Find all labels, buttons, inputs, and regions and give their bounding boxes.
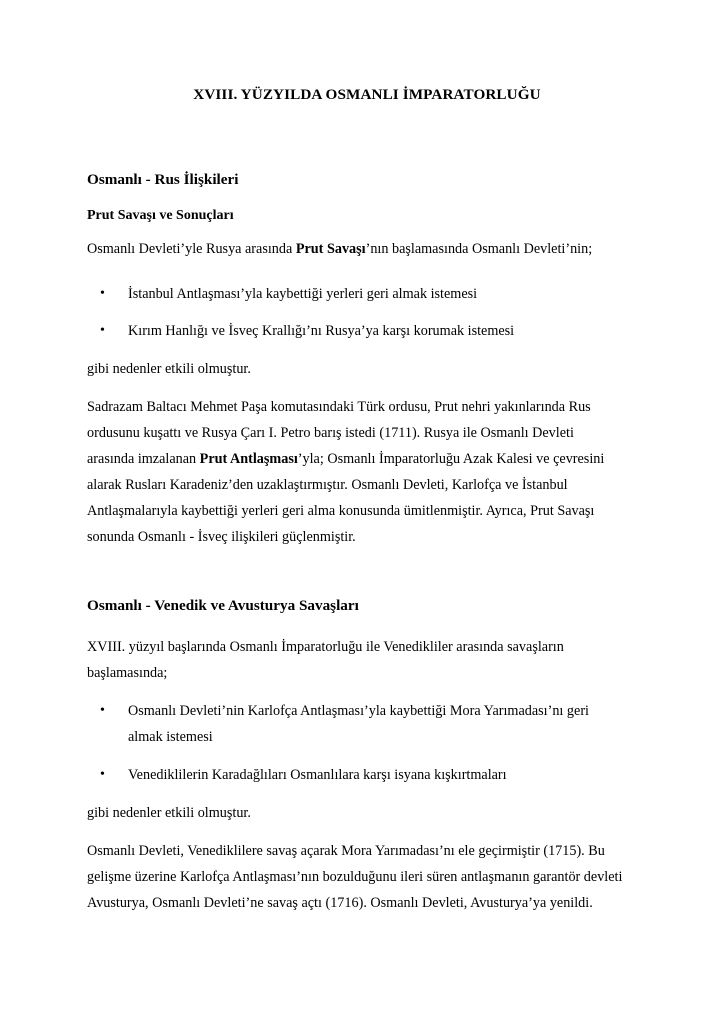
- section-heading-rus: Osmanlı - Rus İlişkileri: [87, 171, 239, 188]
- paragraph-line: XVIII. yüzyıl başlarında Osmanlı İmparatorluğu ile Venedikliler arasında savaşların: [87, 639, 564, 655]
- bullet-icon: •: [100, 286, 105, 301]
- body-paragraph-prut: [87, 394, 647, 550]
- paragraph-line: ordusunu kuşattı ve Rusya Çarı I. Petro barış istedi (1711). Rusya ile Osmanlı Devleti: [87, 425, 574, 441]
- bullet-icon: •: [100, 767, 105, 782]
- paragraph-line: Avusturya, Osmanlı Devleti’ne savaş açtı (1716). Osmanlı Devleti, Avusturya’ya yenildi.: [87, 895, 593, 911]
- paragraph-line: [87, 446, 647, 472]
- bullet-text: İstanbul Antlaşması’yla kaybettiği yerleri geri almak istemesi: [128, 286, 478, 302]
- subheading-prut: Prut Savaşı ve Sonuçları: [87, 208, 234, 223]
- bullet-icon: •: [100, 703, 105, 718]
- intro-text-bold: Prut Savaşı: [295, 241, 366, 257]
- bullet-text: Venediklilerin Karadağlıları Osmanlılara karşı isyana kışkırtmaları: [128, 767, 507, 783]
- bullet-line: almak istemesi: [128, 729, 213, 745]
- paragraph-bold-text: Prut Antlaşması: [199, 451, 298, 467]
- paragraph-line: Sadrazam Baltacı Mehmet Paşa komutasındaki Türk ordusu, Prut nehri yakınlarında Rus: [87, 399, 591, 415]
- bullet-line: Osmanlı Devleti’nin Karlofça Antlaşması’yla kaybettiği Mora Yarımadası’nı geri: [128, 703, 589, 719]
- section-heading-venedik: Osmanlı - Venedik ve Avusturya Savaşları: [87, 597, 359, 614]
- conclusion-rus: gibi nedenler etkili olmuştur.: [87, 361, 251, 377]
- bullet-text: [128, 698, 589, 750]
- paragraph-text: arasında imzalanan: [87, 451, 200, 467]
- document-title: XVIII. YÜZYILDA OSMANLI İMPARATORLUĞU: [193, 86, 541, 103]
- paragraph-line: başlamasında;: [87, 665, 168, 681]
- intro-paragraph-rus: [87, 236, 647, 262]
- bullet-icon: •: [100, 323, 105, 338]
- paragraph-line: Antlaşmalarıyla kaybettiği yerleri geri alma konusunda ümitlenmiştir. Ayrıca, Prut Savaşı: [87, 503, 595, 519]
- paragraph-line: sonunda Osmanlı - İsveç ilişkileri güçlenmiştir.: [87, 529, 356, 545]
- conclusion-venedik: gibi nedenler etkili olmuştur.: [87, 805, 251, 821]
- intro-text-before: Osmanlı Devleti’yle Rusya arasında: [87, 241, 296, 257]
- intro-paragraph-venedik: [87, 634, 647, 686]
- paragraph-line: Osmanlı Devleti, Venediklilere savaş açarak Mora Yarımadası’nı ele geçirmiştir (1715). Bu: [87, 843, 605, 859]
- intro-text-after: ’nın başlamasında Osmanlı Devleti’nin;: [365, 241, 593, 257]
- paragraph-line: alarak Rusları Karadeniz’den uzaklaştırmıştır. Osmanlı Devleti, Karlofça ve İstanbul: [87, 477, 568, 493]
- body-paragraph-venedik: [87, 838, 647, 916]
- paragraph-line: gelişme üzerine Karlofça Antlaşması’nın bozulduğunu ileri süren antlaşmanın garantör devleti: [87, 869, 623, 885]
- bullet-text: Kırım Hanlığı ve İsveç Krallığı’nı Rusya’ya karşı korumak istemesi: [128, 323, 515, 339]
- paragraph-text: ’yla; Osmanlı İmparatorluğu Azak Kalesi ve çevresini: [297, 451, 605, 467]
